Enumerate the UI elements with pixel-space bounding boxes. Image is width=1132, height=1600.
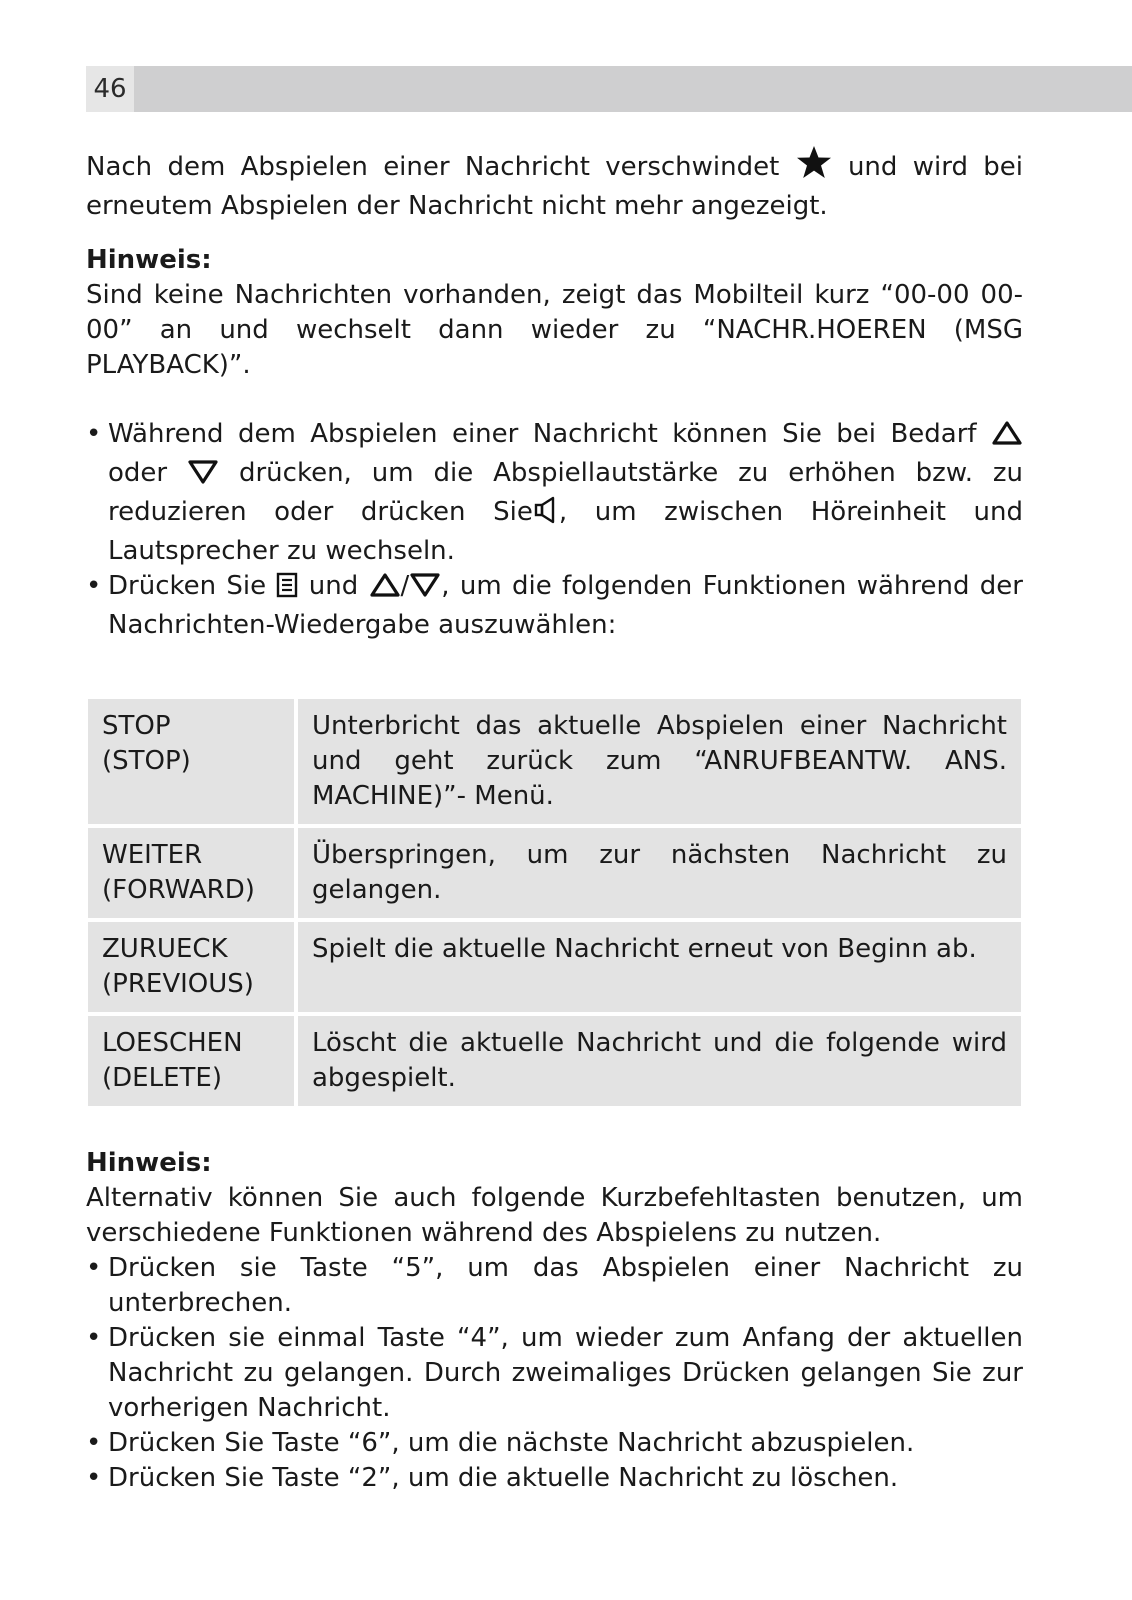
triangle-up-icon (991, 420, 1023, 456)
hint-text-1: Sind keine Nachrichten vorhanden, zeigt das Mobilteil kurz “00-00 00-00” an und wechselt dann wieder zu “NACHR.HOEREN (MSG PLAYBACK)”. (86, 280, 1023, 380)
list-item: • Drücken Sie Taste “6”, um die nächste Nachricht abzuspielen. (86, 1426, 1023, 1461)
function-desc-cell: Überspringen, um zur nächsten Nachricht zu gelangen. (298, 828, 1021, 918)
list-item: • Drücken Sie Taste “2”, um die aktuelle Nachricht zu löschen. (86, 1461, 1023, 1496)
function-desc-cell: Löscht die aktuelle Nachricht und die folgende wird abgespielt. (298, 1016, 1021, 1106)
table-row (88, 699, 1021, 824)
header-bar (86, 66, 1132, 112)
table-row (88, 1016, 1021, 1106)
hint-label-1: Hinweis: (86, 245, 212, 275)
page-content (86, 145, 1023, 1496)
star-icon (795, 145, 833, 189)
shortcut-bullets (86, 1251, 1023, 1496)
playback-bullets (86, 417, 1023, 643)
page-number: 46 (86, 66, 134, 112)
speaker-icon (533, 496, 559, 534)
list-item: • Drücken sie Taste “5”, um das Abspielen einer Nachricht zu unterbrechen. (86, 1251, 1023, 1321)
intro-text-after: und wird bei erneutem Abspielen der Nachricht nicht mehr angezeigt. (86, 152, 1023, 221)
function-key-cell: WEITER (FORWARD) (88, 828, 294, 918)
menu-icon (276, 572, 298, 608)
hint-label-2: Hinweis: (86, 1148, 212, 1178)
function-desc-cell: Spielt die aktuelle Nachricht erneut von Beginn ab. (298, 922, 1021, 1012)
function-key-cell: ZURUECK (PREVIOUS) (88, 922, 294, 1012)
triangle-up-icon (369, 572, 401, 608)
hint-text-2: Alternativ können Sie auch folgende Kurzbefehltasten benutzen, um verschiedene Funktionen während des Abspielens zu nutzen. (86, 1183, 1023, 1248)
intro-paragraph (86, 145, 1023, 224)
function-desc-cell: Unterbricht das aktuelle Abspielen einer Nachricht und geht zurück zum “ANRUFBEANTW. ANS. MACHINE)”- Menü. (298, 699, 1021, 824)
triangle-down-icon (409, 572, 441, 608)
list-item: • Drücken sie einmal Taste “4”, um wieder zum Anfang der aktuellen Nachricht zu gelangen. Durch zweimaliges Drücken gelangen Sie zur vorherigen Nachricht. (86, 1321, 1023, 1426)
function-key-cell: STOP (STOP) (88, 699, 294, 824)
intro-text-before: Nach dem Abspielen einer Nachricht verschwindet (86, 152, 780, 182)
list-item: • Drücken Sie und / , um die folgenden Funktionen während der Nachrichten-Wiedergabe auszuwählen: (86, 569, 1023, 643)
list-item: • Während dem Abspielen einer Nachricht können Sie bei Bedarf oder drücken, um die Abspiellautstärke zu erhöhen bzw. zu reduzieren oder drücken Sie , um zwischen Höreinheit und Lautsprecher zu wechseln. (86, 417, 1023, 569)
table-row (88, 922, 1021, 1012)
triangle-down-icon (187, 459, 219, 495)
table-row (88, 828, 1021, 918)
functions-table (84, 695, 1025, 1110)
function-key-cell: LOESCHEN (DELETE) (88, 1016, 294, 1106)
